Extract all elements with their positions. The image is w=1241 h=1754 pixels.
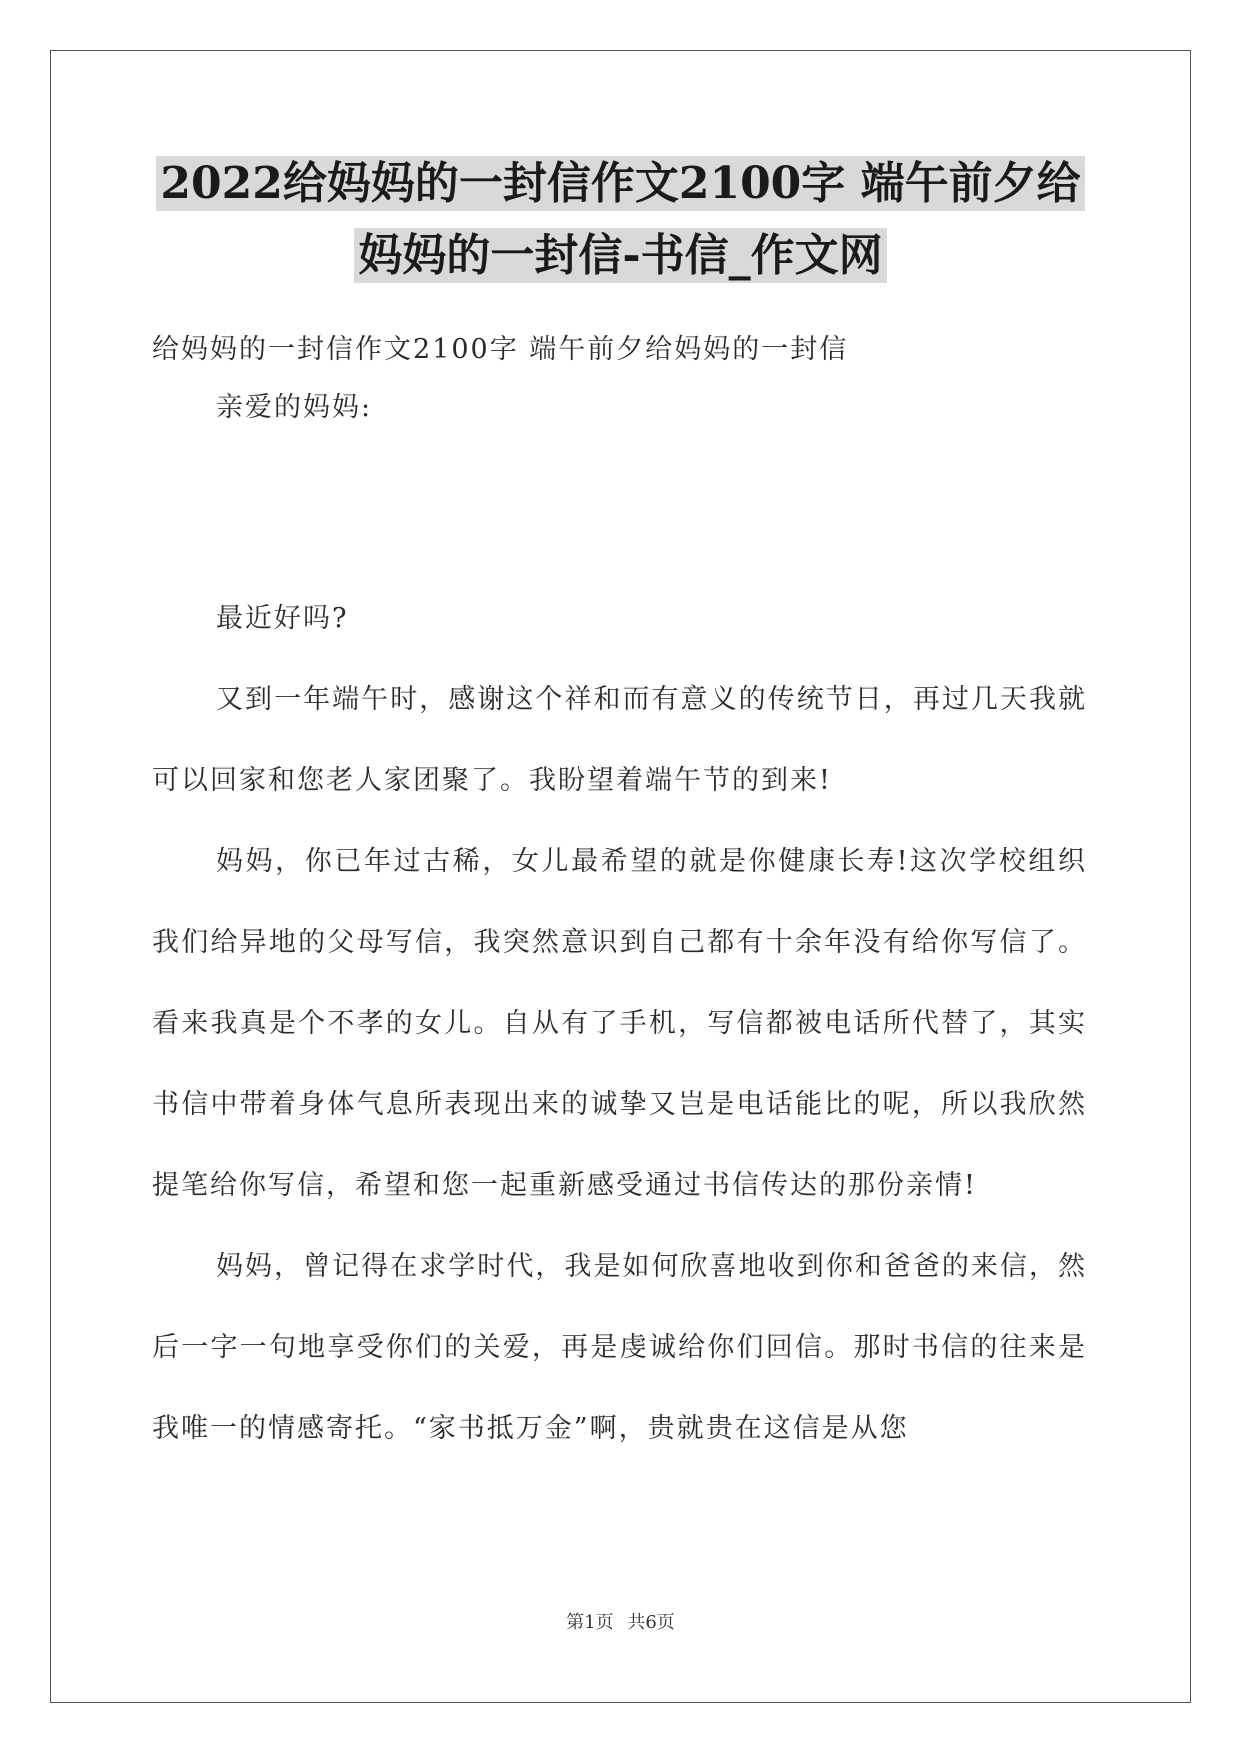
greeting: 亲爱的妈妈: (216, 392, 373, 423)
letter-body (152, 578, 1087, 1469)
paragraph: 妈妈，曾记得在求学时代，我是如何欣喜地收到你和爸爸的来信，然后一字一句地享受你们的关爱，再是虔诚给你们回信。那时书信的往来是我唯一的情感寄托。“家书抵万金”啊，贵就贵在这信是从您 (152, 1251, 1087, 1444)
paragraph: 最近好吗? (216, 603, 349, 634)
paragraph: 妈妈，你已年过古稀，女儿最希望的就是你健康长寿!这次学校组织我们给异地的父母写信，我突然意识到自己都有十余年没有给你写信了。看来我真是个不孝的女儿。自从有了手机，写信都被电话所代替了，其实书信中带着身体气息所表现出来的诚挚又岂是电话能比的呢，所以我欣然提笔给你写信，希望和您一起重新感受通过书信传达的那份亲情! (152, 846, 1087, 1201)
document-title (140, 148, 1101, 292)
page-footer (0, 1608, 1241, 1634)
lead-line: 给妈妈的一封信作文2100字 端午前夕给妈妈的一封信 (152, 334, 849, 365)
paragraph: 又到一年端午时，感谢这个祥和而有意义的传统节日，再过几天我就可以回家和您老人家团聚了。我盼望着端午节的到来! (152, 684, 1087, 796)
document-title-text: 2022给妈妈的一封信作文2100字 端午前夕给妈妈的一封信-书信_作文网 (156, 156, 1084, 283)
page-total: 共6页 (627, 1612, 675, 1633)
page-number: 第1页 (566, 1612, 614, 1633)
